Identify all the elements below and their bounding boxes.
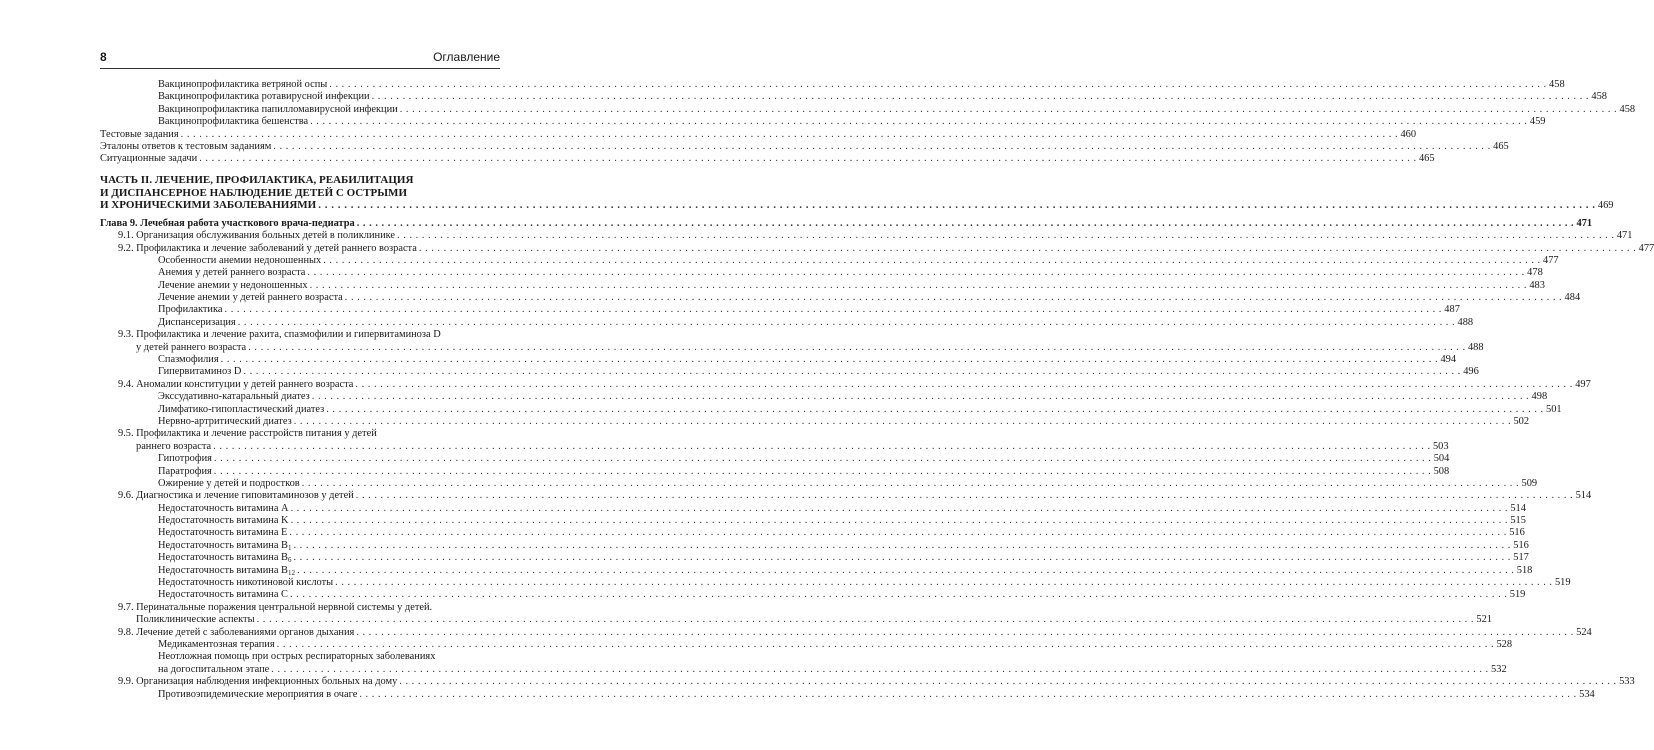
page-number: 8 <box>100 50 107 64</box>
toc-entry: Лимфатико-гипопластический диатез . . . 501 <box>100 404 500 416</box>
toc-entry: раннего возраста . . . 503 <box>100 441 500 453</box>
running-head: Оглавление <box>433 50 500 64</box>
table-of-contents <box>100 79 1654 701</box>
toc-entry: 9.2. Профилактика и лечение заболеваний у детей раннего возраста . . . 477 <box>100 243 500 255</box>
toc-entry: Профилактика . . . 487 <box>100 304 500 316</box>
toc-entry: Ситуационные задачи . . . 465 <box>100 153 500 165</box>
toc-entry: Недостаточность витамина C . . . 519 <box>100 589 500 601</box>
page-header <box>100 50 500 66</box>
toc-entry: Недостаточность витамина A . . . 514 <box>100 503 500 515</box>
toc-entry: Недостаточность витамина E . . . 516 <box>100 527 500 539</box>
toc-entry: Ожирение у детей и подростков . . . 509 <box>100 478 500 490</box>
part-heading-line: И ДИСПАНСЕРНОЕ НАБЛЮДЕНИЕ ДЕТЕЙ С ОСТРЫМИ <box>100 186 407 199</box>
part-heading: И ХРОНИЧЕСКИМИ ЗАБОЛЕВАНИЯМИ . . . 469 <box>100 199 500 211</box>
toc-entry: у детей раннего возраста . . . 488 <box>100 342 500 354</box>
header-rule <box>100 68 500 69</box>
toc-entry: Недостаточность витамина K . . . 515 <box>100 515 500 527</box>
toc-entry: 9.6. Диагностика и лечение гиповитаминозов у детей . . . 514 <box>100 490 500 502</box>
toc-entry: Недостаточность витамина $B_6$ . . . 517 <box>100 552 500 564</box>
toc-entry: Вакцинопрофилактика папилломавирусной инфекции . . . 458 <box>100 104 500 116</box>
toc-entry-line: 9.3. Профилактика и лечение рахита, спазмофилии и гипервитаминоза D <box>118 329 441 341</box>
toc-entry: Эталоны ответов к тестовым заданиям . . . 465 <box>100 141 500 153</box>
toc-entry: Экссудативно-катаральный диатез . . . 498 <box>100 391 500 403</box>
toc-entry: Особенности анемии недоношенных . . . 477 <box>100 255 500 267</box>
toc-entry: Анемия у детей раннего возраста . . . 478 <box>100 267 500 279</box>
toc-entry: Паратрофия . . . 508 <box>100 466 500 478</box>
toc-entry: Недостаточность никотиновой кислоты . . . 519 <box>100 577 500 589</box>
toc-entry: на догоспитальном этапе . . . 532 <box>100 664 500 676</box>
toc-entry: 9.9. Организация наблюдения инфекционных больных на дому . . . 533 <box>100 676 500 688</box>
toc-entry: Вакцинопрофилактика бешенства . . . 459 <box>100 116 500 128</box>
toc-entry: Нервно-артритический диатез . . . 502 <box>100 416 500 428</box>
toc-entry: Гипотрофия . . . 504 <box>100 453 500 465</box>
toc-entry: Тестовые задания . . . 460 <box>100 129 500 141</box>
toc-entry: Недостаточность витамина $B_{12}$ . . . 518 <box>100 565 500 577</box>
toc-entry-line: Неотложная помощь при острых респираторных заболеваниях <box>158 651 436 663</box>
toc-entry-line: 9.7. Перинатальные поражения центральной нервной системы у детей. <box>118 601 433 613</box>
toc-entry: 9.1. Организация обслуживания больных детей в поликлинике . . . 471 <box>100 230 500 242</box>
toc-entry: Недостаточность витамина $B_1$ . . . 516 <box>100 540 500 552</box>
chapter-heading: Глава 9. Лечебная работа участкового врача-педиатра . . . 471 <box>100 218 500 230</box>
toc-entry: Лечение анемии у недоношенных . . . 483 <box>100 280 500 292</box>
toc-entry: Медикаментозная терапия . . . 528 <box>100 639 500 651</box>
toc-entry: 9.8. Лечение детей с заболеваниями органов дыхания . . . 524 <box>100 627 500 639</box>
toc-entry: Спазмофилия . . . 494 <box>100 354 500 366</box>
toc-entry: Вакцинопрофилактика ротавирусной инфекции . . . 458 <box>100 91 500 103</box>
toc-entry: Вакцинопрофилактика ветряной оспы . . . 458 <box>100 79 500 91</box>
toc-entry-line: 9.5. Профилактика и лечение расстройств питания у детей <box>118 428 377 440</box>
toc-entry: Гипервитаминоз D . . . 496 <box>100 366 500 378</box>
toc-entry: Поликлинические аспекты . . . 521 <box>100 614 500 626</box>
toc-entry: 9.4. Аномалии конституции у детей раннего возраста . . . 497 <box>100 379 500 391</box>
toc-entry: Противоэпидемические мероприятия в очаге . . . 534 <box>100 689 500 701</box>
part-heading-line: ЧАСТЬ II. ЛЕЧЕНИЕ, ПРОФИЛАКТИКА, РЕАБИЛИТАЦИЯ <box>100 173 414 186</box>
toc-entry: Диспансеризация . . . 488 <box>100 317 500 329</box>
toc-entry: Лечение анемии у детей раннего возраста . . . 484 <box>100 292 500 304</box>
